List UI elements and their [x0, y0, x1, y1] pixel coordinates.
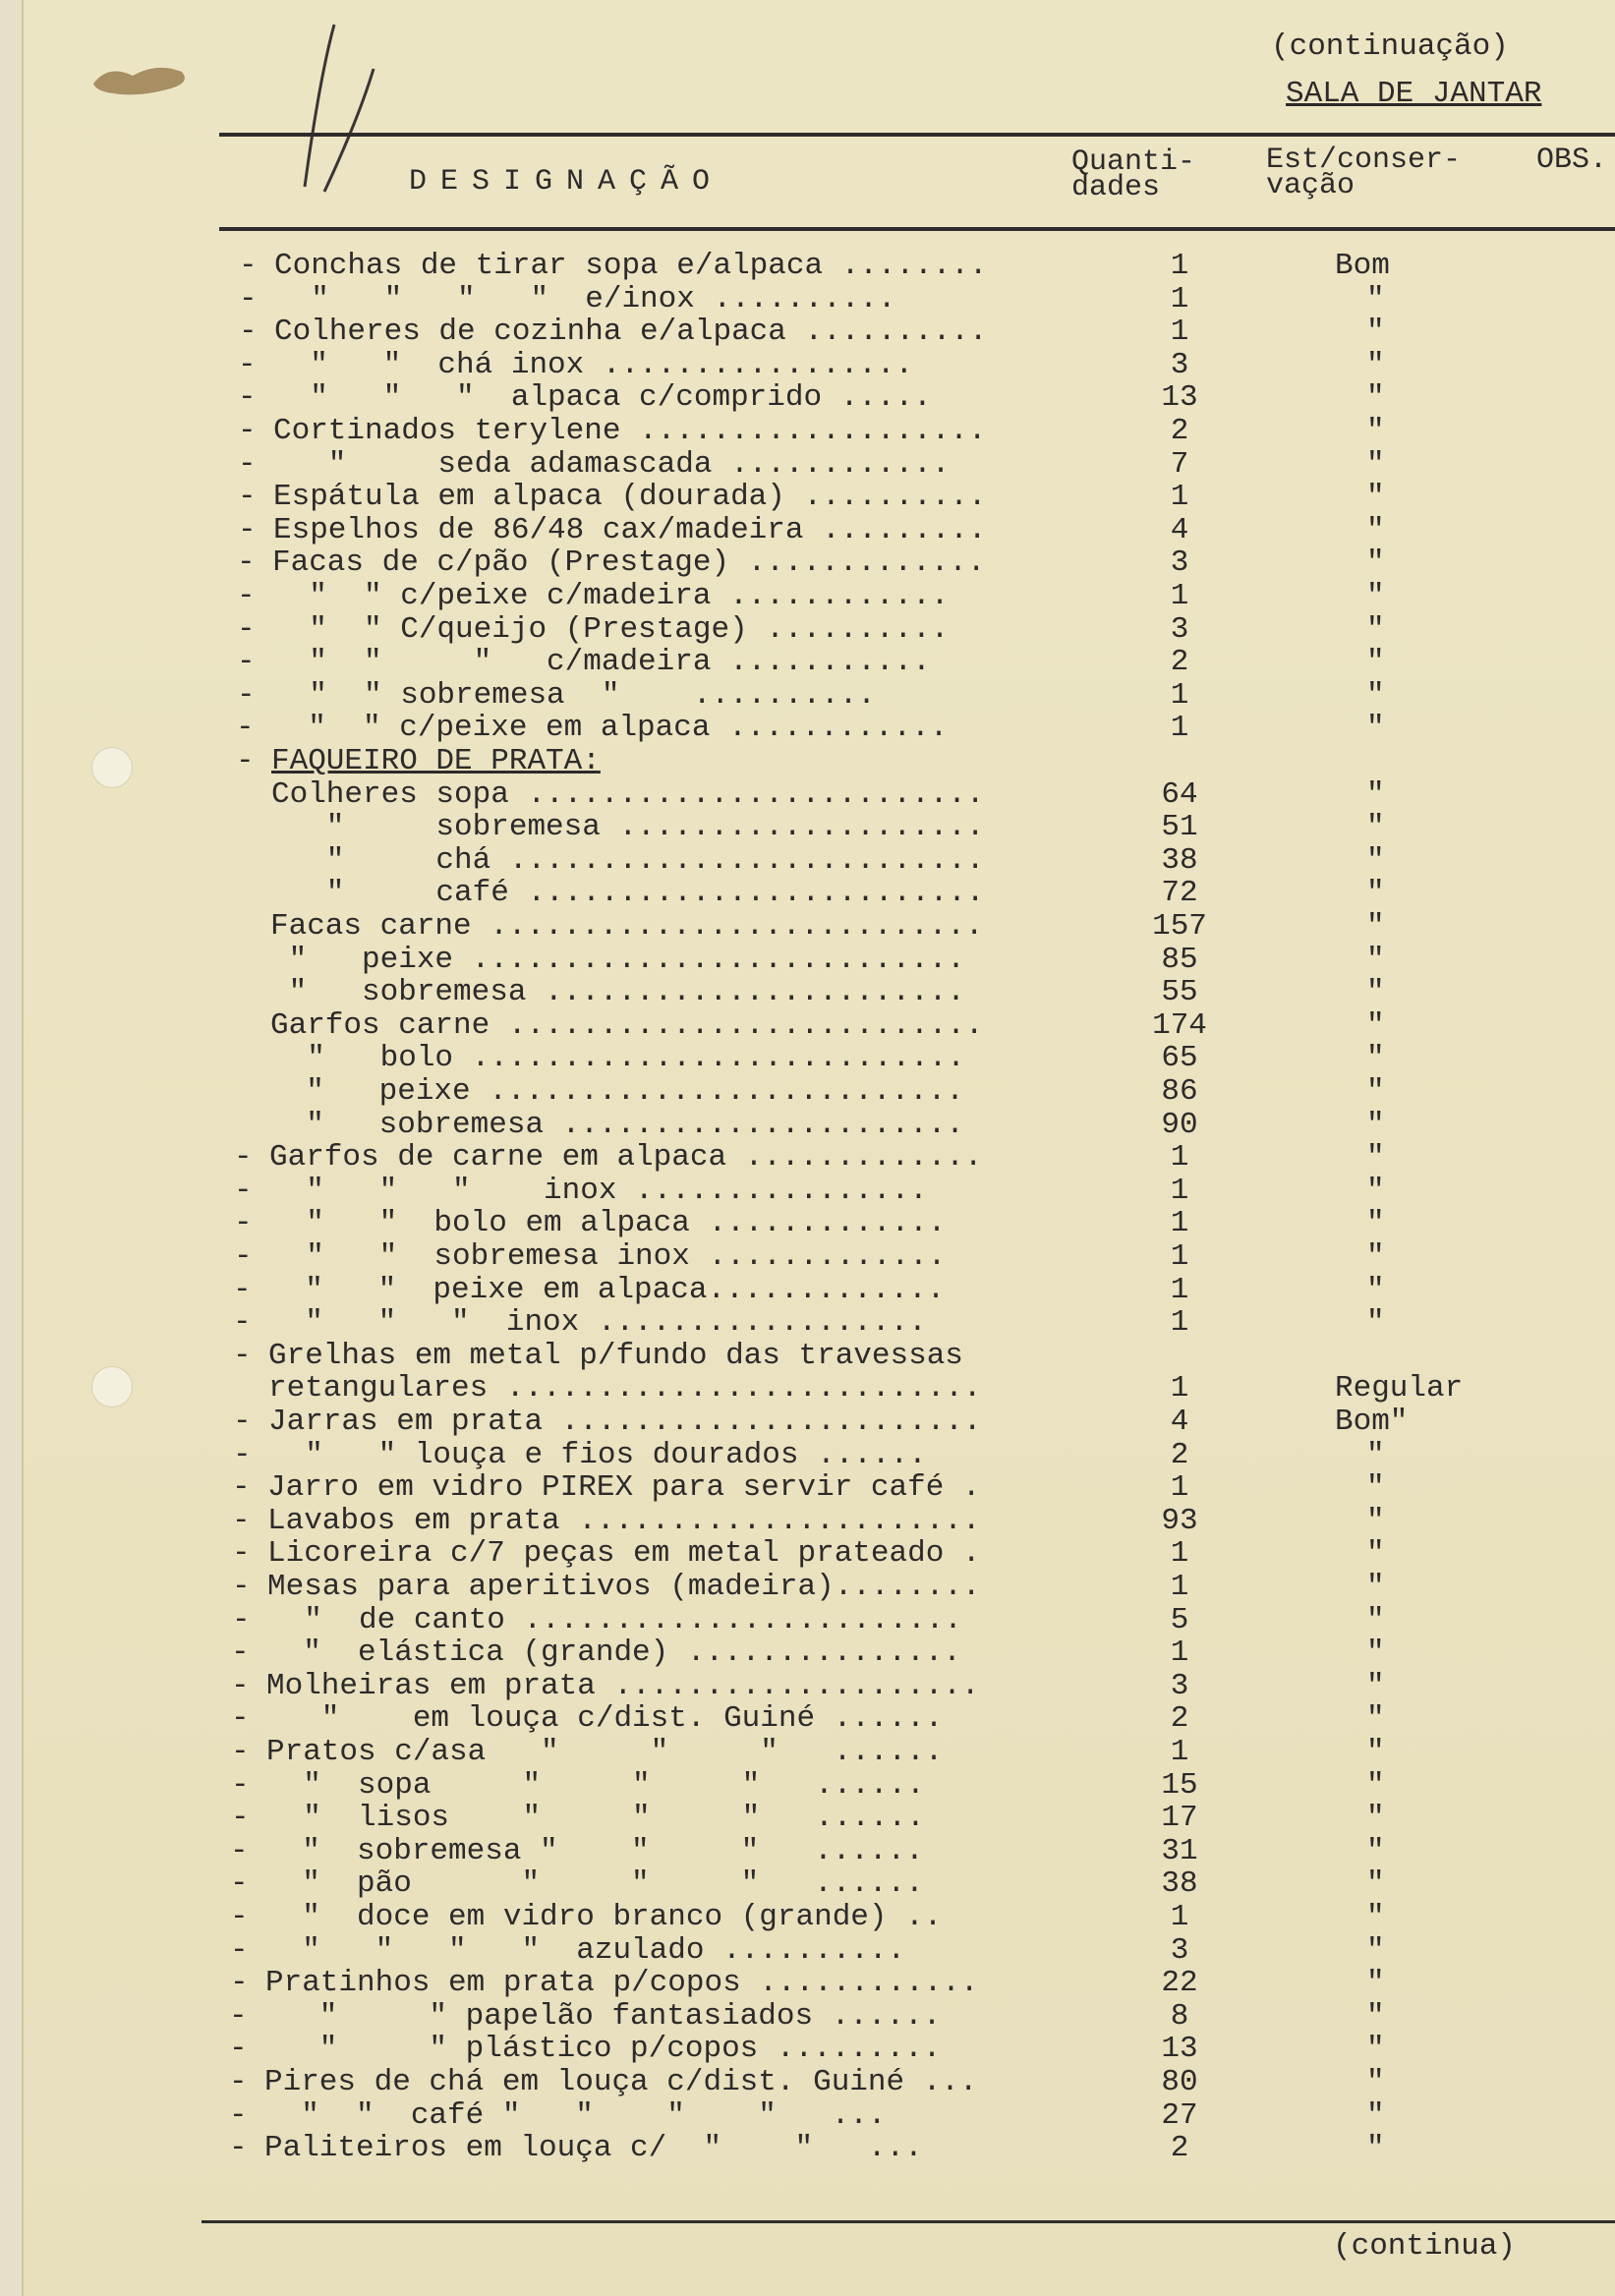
row-condition: " — [1366, 1140, 1385, 1176]
row-quantity: 90 — [1161, 1107, 1198, 1142]
table-row — [0, 1802, 1615, 1835]
row-dash: - — [238, 380, 257, 416]
row-condition: " — [1366, 1668, 1385, 1703]
row-condition: " — [1366, 2065, 1385, 2099]
table-row — [0, 1835, 1615, 1868]
row-condition: " — [1366, 1107, 1385, 1142]
row-quantity: 1 — [1170, 1371, 1189, 1406]
row-condition: " — [1366, 1767, 1385, 1803]
row-description: " " peixe em alpaca............. — [268, 1272, 946, 1307]
table-row — [0, 546, 1615, 580]
row-condition: " — [1366, 975, 1385, 1010]
row-quantity: 157 — [1152, 909, 1207, 944]
row-description: Pires de chá em louça c/dist. Guiné ... — [264, 2065, 978, 2099]
row-condition: " — [1366, 611, 1385, 647]
row-description: " sopa " " " ...... — [266, 1767, 925, 1803]
row-description: " " " inox .................. — [268, 1305, 927, 1341]
table-row — [0, 778, 1615, 812]
row-description: Colheres sopa ......................... — [271, 776, 985, 812]
row-quantity: 2 — [1170, 1437, 1189, 1472]
row-dash: - — [238, 446, 257, 482]
row-dash: - — [239, 249, 258, 283]
row-quantity: 1 — [1170, 1173, 1189, 1208]
row-dash: - — [232, 1570, 251, 1604]
row-condition: " — [1366, 2097, 1385, 2133]
row-dash: - — [230, 1932, 249, 1968]
table-row — [0, 2099, 1615, 2133]
row-condition: " — [1366, 1735, 1385, 1769]
row-dash: - — [237, 677, 256, 713]
row-dash: - — [238, 512, 257, 547]
row-quantity: 1 — [1170, 1636, 1189, 1671]
table-row — [0, 1009, 1615, 1043]
row-description: Cortinados terylene ................... — [273, 414, 987, 448]
table-row — [0, 1372, 1615, 1406]
row-dash: - — [231, 1668, 250, 1703]
row-dash: - — [238, 347, 257, 382]
row-condition: Bom — [1335, 249, 1390, 283]
column-header-quantities-line1: Quanti- — [1071, 145, 1196, 179]
row-condition: " — [1366, 579, 1385, 613]
row-dash: - — [229, 1998, 248, 2034]
column-header-designation: DESIGNAÇÃO — [409, 165, 724, 199]
row-description: Mesas para aperitivos (madeira)........ — [267, 1570, 981, 1604]
row-quantity: 3 — [1170, 1932, 1189, 1968]
row-quantity: 3 — [1170, 545, 1189, 581]
row-description: " sobremesa ...................... — [269, 1107, 964, 1142]
row-quantity: 1 — [1170, 1536, 1189, 1572]
row-condition: " — [1366, 1305, 1385, 1341]
row-description: " café ......................... — [271, 876, 985, 911]
row-condition: " — [1366, 909, 1385, 944]
row-quantity: 174 — [1152, 1007, 1207, 1043]
row-description: " " " " azulado .......... — [265, 1932, 906, 1968]
row-description: Espátula em alpaca (dourada) .......... — [273, 480, 987, 515]
row-quantity: 1 — [1170, 1900, 1189, 1934]
row-dash: - — [234, 1140, 253, 1176]
row-dash: - — [232, 1470, 251, 1506]
row-condition: " — [1366, 1503, 1385, 1538]
row-description: " " chá inox ................. — [273, 347, 914, 382]
row-dash: - — [229, 2097, 248, 2133]
punch-hole — [91, 1366, 133, 1407]
row-quantity: 2 — [1170, 414, 1189, 448]
row-quantity: 4 — [1170, 1405, 1189, 1439]
punch-hole — [91, 747, 133, 788]
row-quantity: 51 — [1161, 810, 1198, 845]
table-row — [0, 613, 1615, 647]
row-condition: " — [1366, 380, 1385, 416]
table-row — [0, 1406, 1615, 1439]
row-condition: " — [1366, 1701, 1385, 1737]
row-description: " peixe ........................... — [270, 942, 965, 977]
column-header-quantities-line2: dades — [1071, 171, 1161, 204]
row-dash: - — [234, 1206, 253, 1241]
table-row — [0, 1736, 1615, 1769]
table-row — [0, 1075, 1615, 1109]
row-dash: - — [237, 611, 256, 647]
table-row — [0, 316, 1615, 349]
table-row — [0, 2066, 1615, 2099]
row-dash: - — [234, 1173, 253, 1208]
row-quantity: 22 — [1161, 1966, 1198, 2001]
row-condition: " — [1366, 1239, 1385, 1274]
table-row — [0, 2000, 1615, 2034]
table-row — [0, 1175, 1615, 1208]
continuation-label: (continuação) — [1271, 29, 1509, 64]
row-description: Conchas de tirar sopa e/alpaca ........ — [274, 249, 988, 283]
row-quantity: 1 — [1170, 480, 1189, 515]
row-quantity: 64 — [1161, 776, 1198, 812]
row-condition: " — [1366, 414, 1385, 448]
row-condition: " — [1366, 1998, 1385, 2034]
row-description: " doce em vidro branco (grande) .. — [265, 1900, 943, 1934]
row-quantity: 2 — [1170, 645, 1189, 680]
row-condition: " — [1366, 1007, 1385, 1043]
row-condition: " — [1366, 1041, 1385, 1076]
row-condition: Bom" — [1335, 1405, 1409, 1439]
row-condition: " — [1366, 776, 1385, 812]
table-row — [0, 1042, 1615, 1075]
table-row — [0, 944, 1615, 977]
row-description: " sobremesa " " " ...... — [265, 1833, 924, 1868]
row-condition: " — [1366, 942, 1385, 977]
table-row — [0, 1505, 1615, 1538]
row-description: Facas carne ........................... — [270, 909, 984, 944]
row-quantity: 85 — [1161, 942, 1198, 977]
row-dash: - — [239, 281, 258, 316]
row-condition: " — [1366, 1437, 1385, 1472]
row-quantity: 27 — [1161, 2097, 1198, 2133]
table-row — [0, 349, 1615, 382]
table-row — [0, 1141, 1615, 1175]
table-row — [0, 381, 1615, 415]
row-condition: " — [1366, 711, 1385, 746]
row-description: " " " inox ................ — [269, 1173, 928, 1208]
row-dash: - — [233, 1272, 252, 1307]
table-row — [0, 844, 1615, 878]
row-quantity: 38 — [1161, 1866, 1198, 1902]
row-description: " " " alpaca c/comprido ..... — [273, 380, 932, 416]
row-description: " " " c/madeira ........... — [272, 645, 931, 680]
table-row — [0, 745, 1615, 778]
row-description: " sobremesa ....................... — [270, 975, 965, 1010]
table-row — [0, 1901, 1615, 1934]
row-condition: " — [1366, 677, 1385, 713]
table-row — [0, 1207, 1615, 1240]
row-dash: - — [237, 545, 256, 581]
table-row — [0, 1240, 1615, 1274]
row-description: " " " " e/inox .......... — [274, 281, 896, 316]
row-condition: " — [1366, 645, 1385, 680]
row-dash: - — [232, 1503, 251, 1538]
row-condition: " — [1366, 347, 1385, 382]
row-condition: " — [1366, 1602, 1385, 1637]
row-quantity: 13 — [1161, 380, 1198, 416]
row-condition: " — [1366, 1636, 1385, 1671]
row-description: Jarro em vidro PIREX para servir café . — [267, 1470, 981, 1506]
row-dash: - — [233, 1437, 252, 1472]
row-condition: " — [1366, 1932, 1385, 1968]
table-row — [0, 481, 1615, 514]
row-dash: - — [232, 1602, 251, 1637]
row-quantity: 1 — [1170, 1140, 1189, 1176]
row-description: Espelhos de 86/48 cax/madeira ......... — [273, 512, 987, 547]
row-description: Facas de c/pão (Prestage) ............. — [272, 545, 986, 581]
table-row — [0, 1934, 1615, 1968]
row-condition: " — [1366, 876, 1385, 911]
table-row — [0, 448, 1615, 482]
row-quantity: 1 — [1170, 711, 1189, 746]
row-dash: - — [230, 1833, 249, 1868]
table-row — [0, 1867, 1615, 1901]
row-description: Garfos de carne em alpaca ............. — [269, 1140, 983, 1176]
row-quantity: 1 — [1170, 1570, 1189, 1604]
row-condition: " — [1366, 1272, 1385, 1307]
table-row — [0, 250, 1615, 283]
row-quantity: 1 — [1170, 1272, 1189, 1307]
row-condition: " — [1366, 281, 1385, 316]
row-condition: " — [1366, 2131, 1385, 2166]
row-quantity: 3 — [1170, 611, 1189, 647]
row-dash: - — [238, 414, 257, 448]
row-dash: - — [237, 579, 256, 613]
row-description: " " c/peixe c/madeira ............ — [272, 579, 950, 613]
row-quantity: 38 — [1161, 842, 1198, 878]
row-condition: " — [1366, 1173, 1385, 1208]
continues-label: (continua) — [1333, 2229, 1517, 2264]
row-dash: - — [239, 315, 258, 350]
row-description: " sobremesa .................... — [271, 810, 985, 845]
table-row — [0, 514, 1615, 547]
row-quantity: 5 — [1170, 1602, 1189, 1637]
table-row — [0, 976, 1615, 1009]
row-description: Colheres de cozinha e/alpaca .......... — [274, 315, 988, 350]
table-row — [0, 811, 1615, 844]
table-row — [0, 2033, 1615, 2066]
row-quantity: 55 — [1161, 975, 1198, 1010]
row-condition: " — [1366, 1801, 1385, 1836]
row-condition: Regular — [1335, 1371, 1464, 1406]
row-dash: - — [236, 744, 255, 778]
row-condition: " — [1366, 1470, 1385, 1506]
table-row — [0, 1967, 1615, 2000]
table-row — [0, 1306, 1615, 1340]
table-row — [0, 1571, 1615, 1604]
column-header-condition-line1: Est/conser- — [1266, 144, 1462, 177]
table-row — [0, 1604, 1615, 1637]
column-header-notes: OBS. — [1536, 144, 1608, 177]
row-description: FAQUEIRO DE PRATA: — [271, 744, 601, 778]
row-dash: - — [233, 1338, 252, 1373]
row-condition: " — [1366, 1206, 1385, 1241]
row-condition: " — [1366, 1866, 1385, 1902]
table-row — [0, 1471, 1615, 1505]
row-quantity: 1 — [1170, 249, 1189, 283]
table-row — [0, 910, 1615, 944]
row-quantity: 31 — [1161, 1833, 1198, 1868]
row-description: " peixe .......................... — [269, 1074, 964, 1109]
row-quantity: 3 — [1170, 347, 1189, 382]
row-quantity: 2 — [1170, 2131, 1189, 2166]
table-row — [0, 415, 1615, 448]
row-description: " " sobremesa inox ............. — [269, 1239, 947, 1274]
row-condition: " — [1366, 1570, 1385, 1604]
row-description: " " café " " " " ... — [264, 2097, 887, 2133]
row-quantity: 1 — [1170, 1470, 1189, 1506]
row-description: " lisos " " " ...... — [266, 1801, 925, 1836]
table-row — [0, 283, 1615, 316]
row-dash: - — [231, 1735, 250, 1769]
row-description: Pratos c/asa " " " ...... — [266, 1735, 944, 1769]
row-description: " " C/queijo (Prestage) .......... — [272, 611, 950, 647]
row-quantity: 1 — [1170, 1735, 1189, 1769]
table-row — [0, 1274, 1615, 1307]
row-quantity: 1 — [1170, 1239, 1189, 1274]
row-quantity: 86 — [1161, 1074, 1198, 1109]
row-dash: - — [230, 1966, 249, 2001]
table-row — [0, 877, 1615, 910]
row-dash: - — [230, 1900, 249, 1934]
row-description: Paliteiros em louça c/ " " ... — [264, 2131, 923, 2166]
table-row — [0, 1537, 1615, 1571]
column-header-condition-line2: vação — [1266, 169, 1355, 202]
row-quantity: 8 — [1170, 1998, 1189, 2034]
row-quantity: 1 — [1170, 281, 1189, 316]
row-quantity: 2 — [1170, 1701, 1189, 1737]
row-dash: - — [233, 1405, 252, 1439]
row-condition: " — [1366, 1900, 1385, 1934]
row-description: " em louça c/dist. Guiné ...... — [266, 1701, 944, 1737]
row-dash: - — [237, 645, 256, 680]
row-condition: " — [1366, 842, 1385, 878]
row-description: " de canto ........................ — [267, 1602, 962, 1637]
row-dash: - — [236, 711, 255, 746]
row-condition: " — [1366, 810, 1385, 845]
row-quantity: 80 — [1161, 2065, 1198, 2099]
row-condition: " — [1366, 2032, 1385, 2067]
row-quantity: 1 — [1170, 1305, 1189, 1341]
row-condition: " — [1366, 512, 1385, 547]
row-description: Garfos carne .......................... — [270, 1007, 984, 1043]
row-description: Grelhas em metal p/fundo das travessas — [268, 1338, 963, 1373]
row-description: " elástica (grande) ............... — [266, 1636, 961, 1671]
row-description: " chá .......................... — [271, 842, 985, 878]
row-dash: - — [230, 1866, 249, 1902]
row-description: Lavabos em prata ...................... — [267, 1503, 981, 1538]
row-dash: - — [233, 1305, 252, 1341]
table-row — [0, 1769, 1615, 1803]
row-condition: " — [1366, 1536, 1385, 1572]
row-dash: - — [232, 1536, 251, 1572]
row-description: " " papelão fantasiados ...... — [264, 1998, 942, 2034]
row-condition: " — [1366, 1074, 1385, 1109]
table-row — [0, 2132, 1615, 2165]
row-dash: - — [231, 1701, 250, 1737]
table-row — [0, 1702, 1615, 1736]
row-dash: - — [231, 1636, 250, 1671]
row-quantity: 1 — [1170, 677, 1189, 713]
row-dash: - — [231, 1767, 250, 1803]
table-row — [0, 1439, 1615, 1472]
row-condition: " — [1366, 446, 1385, 482]
row-dash: - — [238, 480, 257, 515]
row-quantity: 65 — [1161, 1041, 1198, 1076]
room-title: SALA DE JANTAR — [1286, 77, 1542, 111]
table-row — [0, 646, 1615, 679]
row-description: " pão " " " ...... — [265, 1866, 924, 1902]
row-description: Molheiras em prata .................... — [266, 1668, 980, 1703]
row-condition: " — [1366, 545, 1385, 581]
row-condition: " — [1366, 1833, 1385, 1868]
row-condition: " — [1366, 1966, 1385, 2001]
table-row — [0, 1670, 1615, 1703]
row-description: " bolo ........................... — [270, 1041, 965, 1076]
row-quantity: 1 — [1170, 1206, 1189, 1241]
row-quantity: 72 — [1161, 876, 1198, 911]
row-dash: - — [234, 1239, 253, 1274]
row-dash: - — [229, 2065, 248, 2099]
row-quantity: 4 — [1170, 512, 1189, 547]
row-description: " " bolo em alpaca ............. — [269, 1206, 947, 1241]
row-quantity: 1 — [1170, 579, 1189, 613]
row-dash: - — [229, 2032, 248, 2067]
table-row — [0, 1109, 1615, 1142]
row-quantity: 13 — [1161, 2032, 1198, 2067]
table-row — [0, 1340, 1615, 1373]
row-condition: " — [1366, 480, 1385, 515]
row-description: " " c/peixe em alpaca ............ — [271, 711, 949, 746]
row-quantity: 15 — [1161, 1767, 1198, 1803]
row-quantity: 3 — [1170, 1668, 1189, 1703]
row-description: " " sobremesa " .......... — [272, 677, 876, 713]
table-row — [0, 712, 1615, 745]
row-description: Licoreira c/7 peças em metal prateado . — [267, 1536, 981, 1572]
table-row — [0, 679, 1615, 713]
table-row — [0, 580, 1615, 613]
row-quantity: 93 — [1161, 1503, 1198, 1538]
row-description: Pratinhos em prata p/copos ............ — [265, 1966, 979, 2001]
row-description: " " louça e fios dourados ...... — [268, 1437, 927, 1472]
row-dash: - — [231, 1801, 250, 1836]
row-condition: " — [1366, 315, 1385, 350]
row-quantity: 7 — [1170, 446, 1189, 482]
row-description: " " plástico p/copos ......... — [264, 2032, 942, 2067]
row-description: " seda adamascada ............ — [273, 446, 951, 482]
row-quantity: 1 — [1170, 315, 1189, 350]
footer-rule — [202, 2220, 1615, 2223]
row-dash: - — [229, 2131, 248, 2166]
table-row — [0, 1636, 1615, 1670]
row-quantity: 17 — [1161, 1801, 1198, 1836]
row-description: retangulares .......................... — [268, 1371, 982, 1406]
row-description: Jarras em prata ....................... — [268, 1405, 982, 1439]
